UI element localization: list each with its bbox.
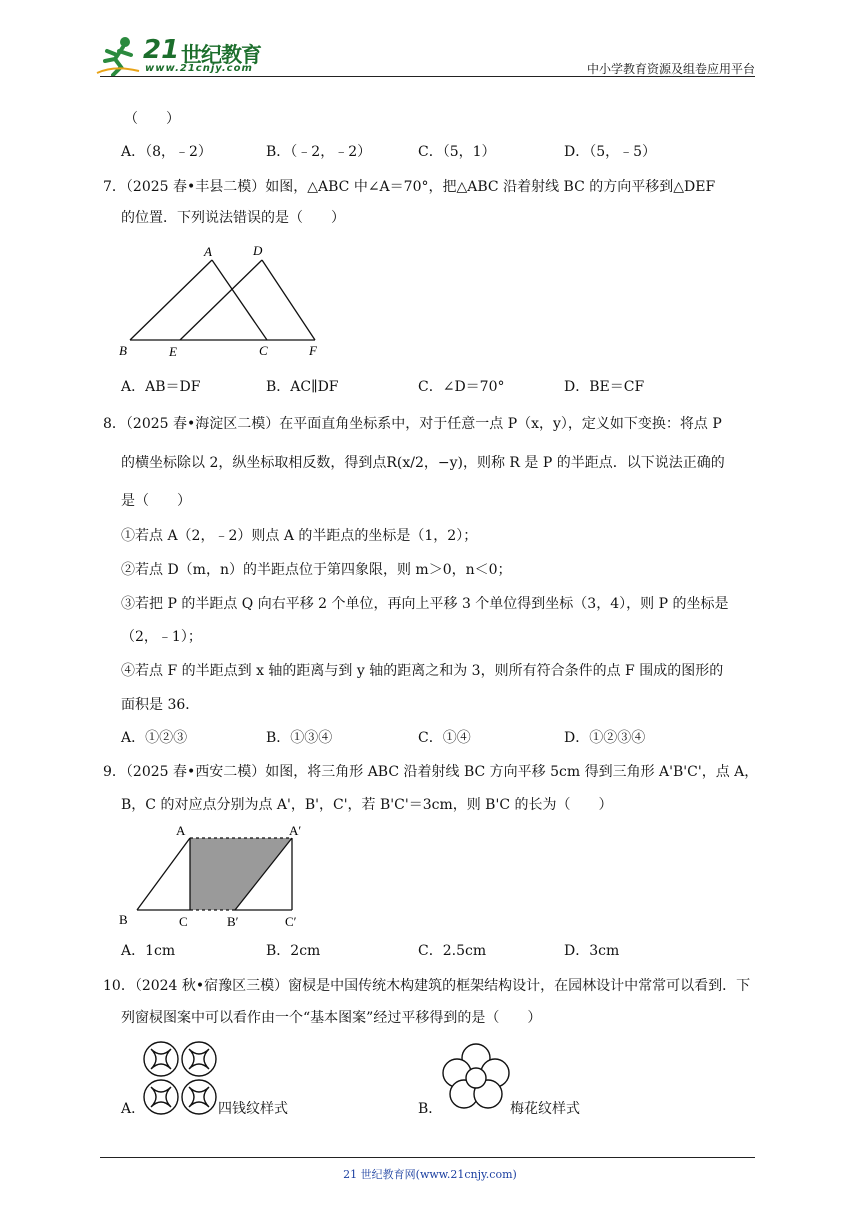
q8-formula: R(x/2，−y) — [386, 455, 463, 471]
q7-option-a: A．AB＝DF — [121, 379, 201, 395]
q8-statement-2: ②若点 D（m，n）的半距点位于第四象限，则 m＞0，n＜0； — [121, 562, 512, 578]
q7-stem-line1: 7．（2025 春•丰县二模）如图，△ABC 中∠A＝70°，把△ABC 沿着射线 BC 的方向平移到△DEF — [103, 179, 716, 195]
q7-label-f: F — [309, 343, 317, 358]
q10-stem-line2: 列窗棂图案中可以看作由一个“基本图案”经过平移得到的是（ ） — [121, 1010, 542, 1026]
four-coin-pattern-icon — [142, 1040, 218, 1116]
q6-option-b: B．（﹣2，﹣2） — [266, 144, 372, 160]
q8-statement-3b: （2，﹣1）； — [121, 629, 202, 645]
plum-blossom-pattern-icon — [440, 1042, 512, 1112]
q9-label-a-prime: A′ — [289, 823, 302, 838]
q7-option-d: D．BE＝CF — [564, 379, 645, 395]
q9-option-a: A．1cm — [121, 943, 176, 959]
q7-label-d: D — [253, 243, 263, 258]
q8-stem-line2a: 的横坐标除以 2，纵坐标取相反数，得到点 — [121, 455, 387, 471]
logo-text: 世纪教育 — [181, 43, 261, 67]
q9-label-a: A — [176, 823, 186, 838]
q9-label-b-prime: B′ — [227, 914, 239, 929]
q7-label-a: A — [204, 244, 212, 259]
q9-option-b: B．2cm — [266, 943, 321, 959]
logo-number: 21 — [143, 35, 180, 65]
platform-name: 中小学教育资源及组卷应用平台 — [586, 62, 755, 76]
q9-stem-line1: 9．（2025 春•西安二模）如图，将三角形 ABC 沿着射线 BC 方向平移 5cm 得到三角形 A'B'C'，点 A， — [103, 764, 759, 780]
q6-option-c: C．（5，1） — [418, 144, 496, 160]
q9-stem-line2: B，C 的对应点分别为点 A'，B'，C'，若 B'C'＝3cm，则 B'C 的长为（ ） — [121, 797, 613, 813]
q8-statement-4a: ④若点 F 的半距点到 x 轴的距离与到 y 轴的距离之和为 3，则所有符合条件的点 F 围成的图形的 — [121, 663, 724, 679]
q8-option-d: D．①②③④ — [564, 730, 646, 746]
q8-stem-line2 — [121, 452, 725, 472]
q8-option-a: A．①②③ — [121, 730, 188, 746]
q7-label-c: C — [259, 343, 268, 358]
q9-option-c: C．2.5cm — [418, 943, 487, 959]
q8-stem-line3: 是（ ） — [121, 493, 191, 509]
q9-label-c-prime: C′ — [285, 914, 297, 929]
q7-option-b: B．AC∥DF — [266, 379, 339, 395]
runner-icon — [95, 35, 143, 77]
q9-label-c: C — [179, 914, 188, 929]
q6-paren: （ ） — [124, 111, 180, 127]
header-divider — [100, 76, 755, 77]
q9-label-b: B — [119, 912, 128, 927]
footer-divider — [100, 1157, 755, 1158]
site-logo — [95, 35, 275, 80]
q8-option-b: B．①③④ — [266, 730, 333, 746]
footer-text: 21 世纪教育网(www.21cnjy.com) — [343, 1168, 517, 1181]
logo-url: www.21cnjy.com — [145, 63, 253, 74]
q8-option-c: C．①④ — [418, 730, 471, 746]
q7-option-c: C．∠D＝70° — [418, 379, 505, 395]
q6-option-d: D．（5，﹣5） — [564, 144, 657, 160]
q8-statement-1: ①若点 A（2，﹣2）则点 A 的半距点的坐标是（1，2）； — [121, 528, 478, 544]
q10-stem-line1: 10．（2024 秋•宿豫区三模）窗棂是中国传统木构建筑的框架结构设计，在园林设计中常常可以看到．下 — [103, 978, 751, 994]
q9-figure — [115, 822, 315, 930]
q7-label-e: E — [169, 344, 177, 359]
q10-option-a-label: A． — [121, 1101, 146, 1117]
q8-statement-4b: 面积是 36． — [121, 697, 200, 713]
q10-option-b-label: B． — [418, 1101, 443, 1117]
q7-stem-line2: 的位置．下列说法错误的是（ ） — [121, 210, 345, 226]
q8-stem-line1: 8．（2025 春•海淀区二模）在平面直角坐标系中，对于任意一点 P（x，y），定义如下变换：将点 P — [103, 416, 722, 432]
q7-label-b: B — [119, 343, 127, 358]
q6-option-a: A．（8，﹣2） — [121, 144, 212, 160]
q7-figure — [115, 240, 325, 360]
q9-option-d: D．3cm — [564, 943, 620, 959]
q10-option-a-name: 四钱纹样式 — [218, 1101, 288, 1117]
q10-option-b-name: 梅花纹样式 — [510, 1101, 580, 1117]
q8-stem-line2b: ，则称 R 是 P 的半距点．以下说法正确的 — [462, 455, 725, 471]
q8-statement-3a: ③若把 P 的半距点 Q 向右平移 2 个单位，再向上平移 3 个单位得到坐标（3，4），则 P 的坐标是 — [121, 596, 729, 612]
